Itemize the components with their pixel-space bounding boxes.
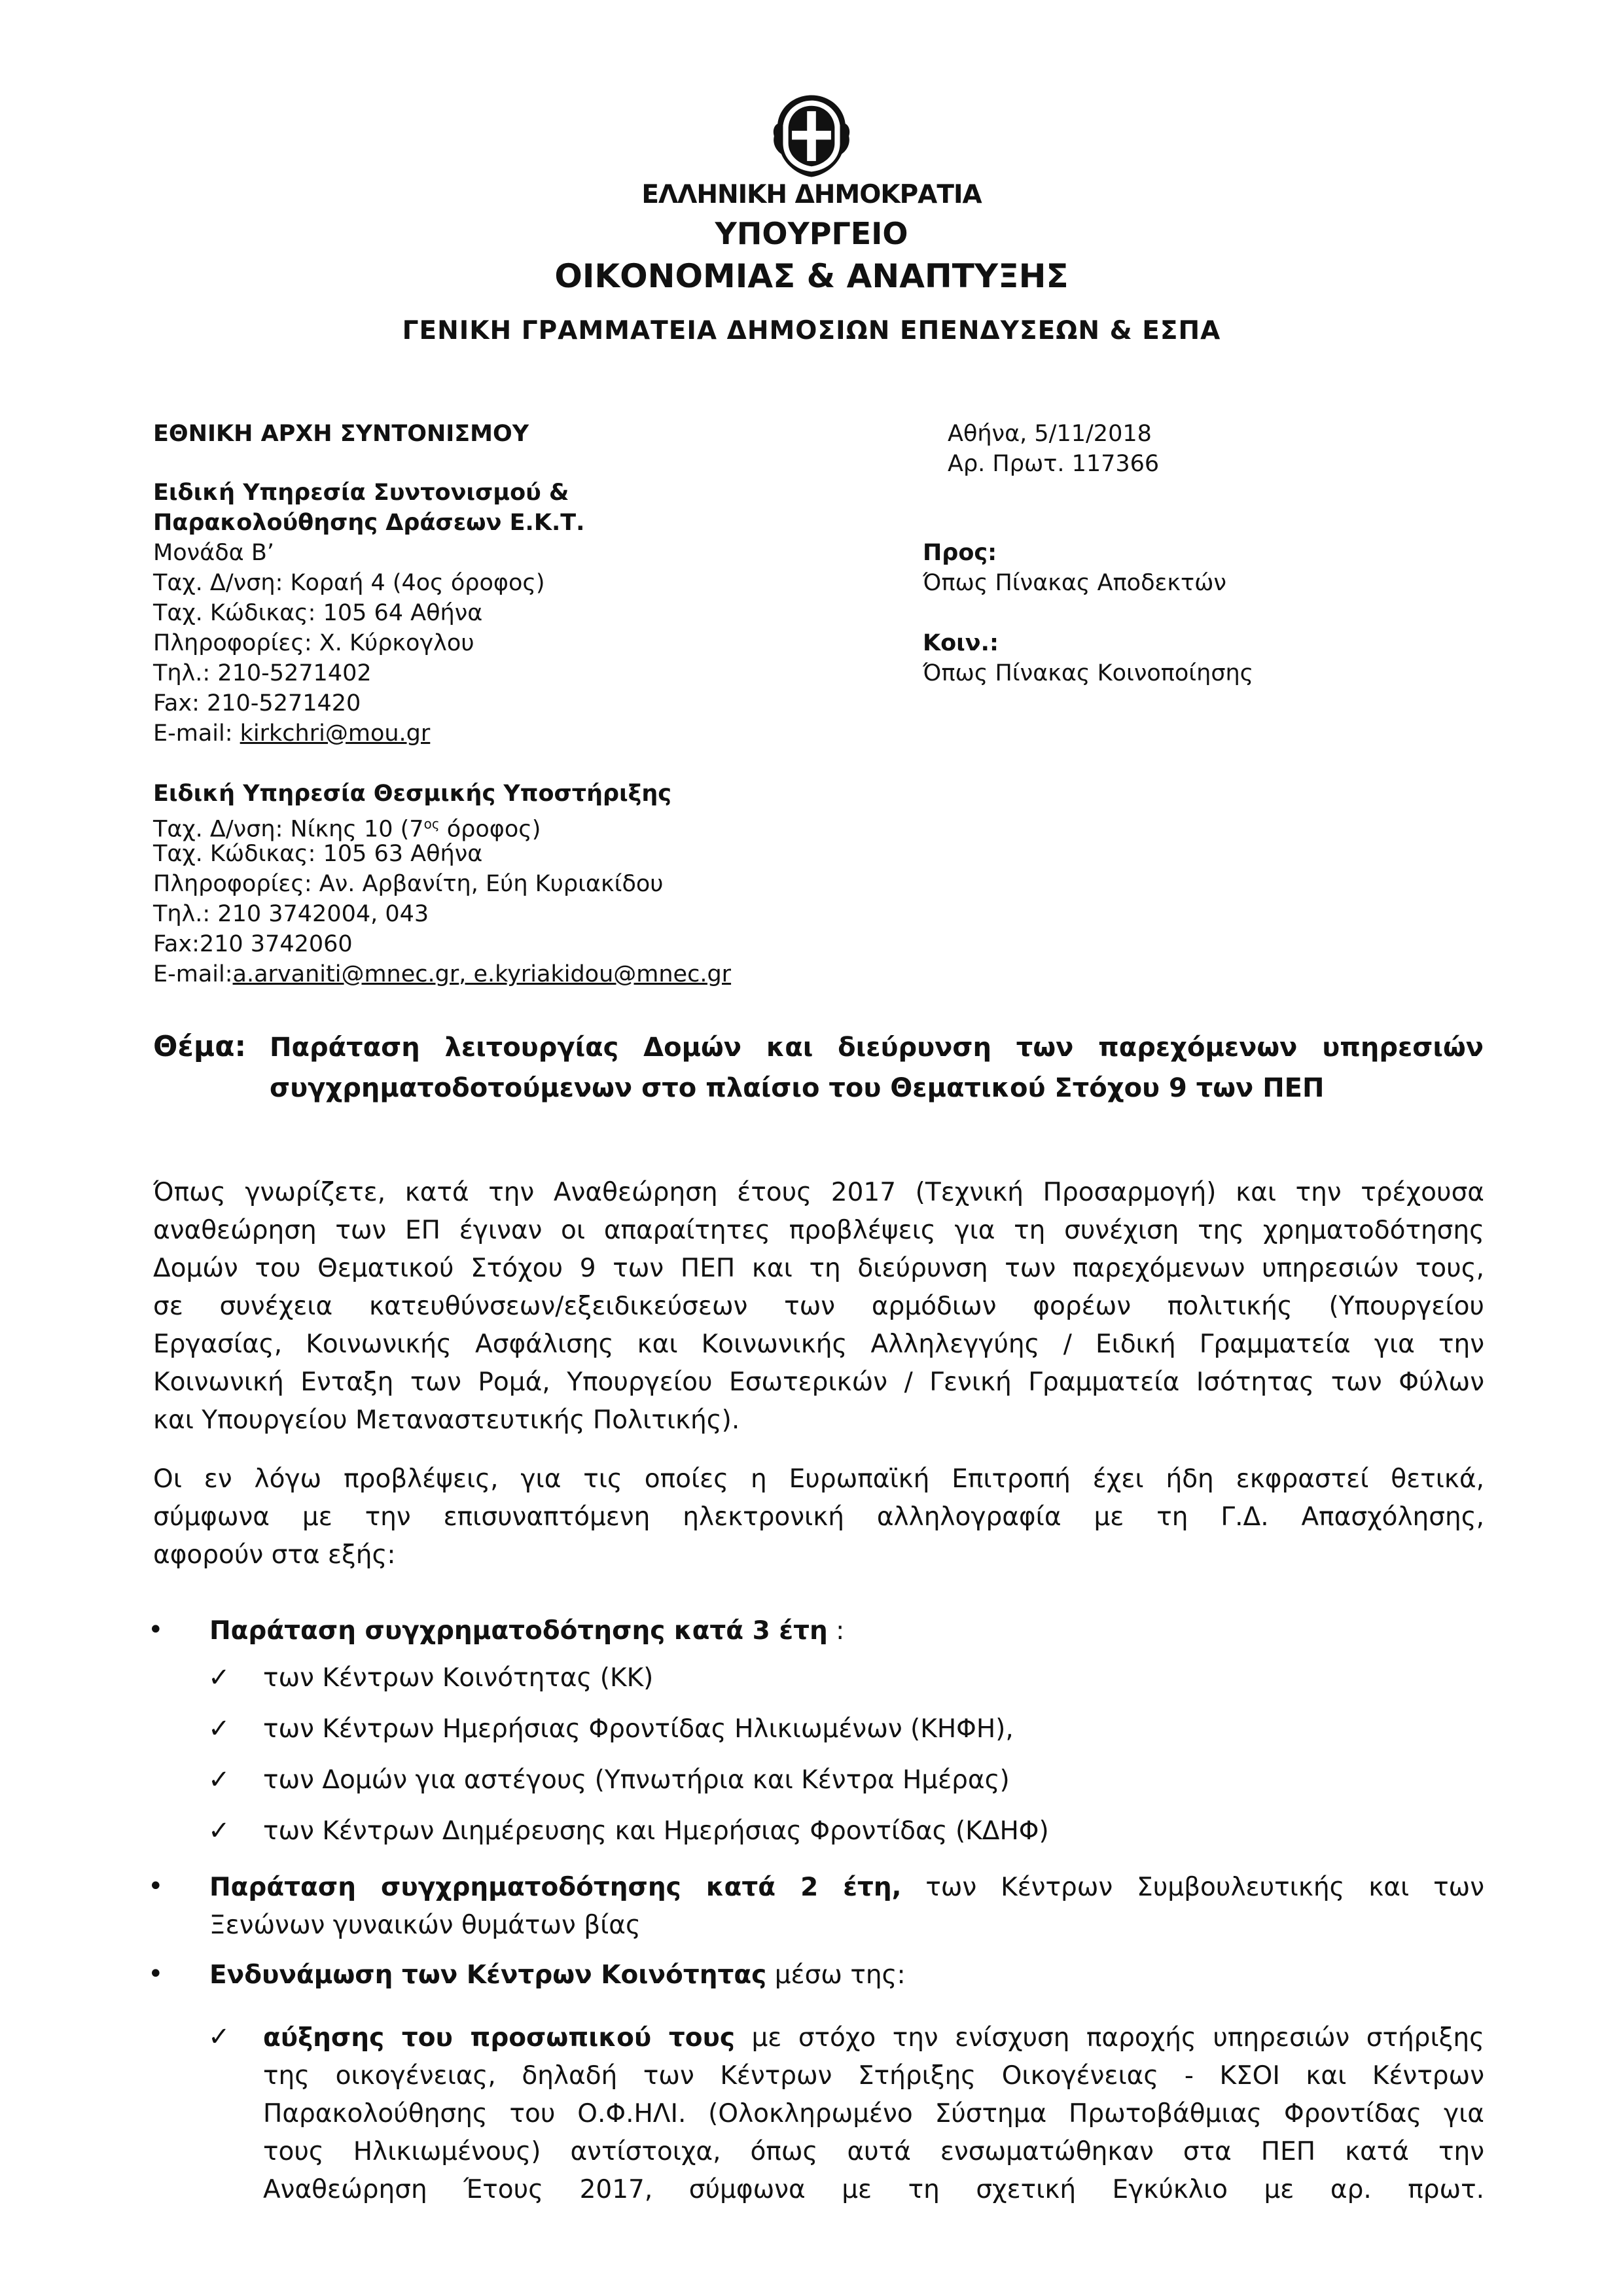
contact-persons-2: Πληροφορίες: Αν. Αρβανίτη, Εύη Κυριακίδου [153, 871, 664, 897]
bullet-strengthening: Ενδυνάμωση των Κέντρων Κοινότητας μέσω της: [209, 1960, 906, 1990]
postal-address-2: Ταχ. Δ/νση: Νίκης 10 ($7^{o\varsigma}$ όροφος) [153, 816, 541, 843]
fax-number: Fax: 210-5271420 [153, 690, 361, 716]
postal-address: Ταχ. Δ/νση: Κοραή 4 (4ος όροφος) [153, 570, 545, 596]
contact-person: Πληροφορίες: Χ. Κύρκογλου [153, 630, 474, 656]
cc-label: Κοιν.: [923, 630, 999, 656]
service-name-line1: Ειδική Υπηρεσία Συντονισμού & [153, 480, 569, 506]
email-link[interactable]: kirkchri@mou.gr [240, 720, 431, 747]
coat-of-arms-emblem [767, 92, 856, 181]
check-item-elderly-care: των Κέντρων Ημερήσιας Φροντίδας Ηλικιωμένων (ΚΗΦΗ), [263, 1714, 1014, 1744]
bullet-glyph: • [148, 1871, 164, 1901]
email-link-arvaniti[interactable]: a.arvaniti@mnec.gr [232, 961, 459, 987]
email-line [153, 718, 430, 749]
fax-number-2: Fax:210 3742060 [153, 931, 353, 957]
bullet-glyph: • [148, 1959, 164, 1989]
email-line-2: E-mail:a.arvaniti@mnec.gr, e.kyriakidou@mnec.gr [153, 961, 732, 987]
postal-code-2: Ταχ. Κώδικας: 105 63 Αθήνα [153, 841, 483, 867]
email-label: E-mail: [153, 720, 240, 747]
ministry-title-line1: ΥΠΟΥΡΓΕΙΟ [715, 216, 908, 251]
check-item-homeless: των Δομών για αστέγους (Υπνωτήρια και Κέντρα Ημέρας) [263, 1765, 1010, 1795]
bullet-extension-2-years: Παράταση συγχρηματοδότησης κατά 2 έτη, των Κέντρων Συμβουλευτικής και των Ξενώνων γυναικών θυμάτων βίας [209, 1873, 1484, 1940]
check-item-day-care: των Κέντρων Διημέρευσης και Ημερήσιας Φροντίδας (ΚΔΗΦ) [263, 1816, 1049, 1846]
subject-line2: συγχρηματοδοτούμενων στο πλαίσιο του Θεματικού Στόχου 9 των ΠΕΠ [270, 1073, 1325, 1103]
service2-name: Ειδική Υπηρεσία Θεσμικής Υποστήριξης [153, 781, 672, 807]
check-icon: ✓ [208, 1816, 230, 1846]
recipients-value: Όπως Πίνακας Αποδεκτών [923, 570, 1226, 596]
paragraph-intro: Όπως γνωρίζετε, κατά την Αναθεώρηση έτους 2017 (Τεχνική Προσαρμογή) και την τρέχουσα αναθεώρηση των ΕΠ έγιναν οι απαραίτητες προβλέψεις για τη συνέχιση της χρηματοδότησης Δομών του Θεματικού Στόχου 9 των ΠΕΠ και τη διεύρυνση των παρεχόμενων υπηρεσιών τους, σε συνέχεια κατευθύνσεων/εξειδικεύσεων των αρμόδιων φορέων πολιτικής (Υπουργείου Εργασίας, Κοινωνικής Ασφάλισης και Κοινωνικής Αλληλεγγύης / Ειδική Γραμματεία για την Κοινωνική Ενταξη των Ρομά, Υπουργείου Εσωτερικών / Γενική Γραμματεία Ισότητας των Φύλων και Υπουργείου Μεταναστευτικής Πολιτικής). [153, 1178, 1484, 1435]
check-icon: ✓ [208, 1663, 230, 1693]
bullet-extension-3-years: Παράταση συγχρηματοδότησης κατά 3 έτη : [209, 1616, 845, 1646]
check-icon: ✓ [208, 1714, 230, 1744]
protocol-number: Αρ. Πρωτ. 117366 [948, 451, 1160, 477]
check-item-staff-increase: αύξησης του προσωπικού τους με στόχο την ενίσχυση παροχής υπηρεσιών στήριξης της οικογένειας, δηλαδή των Κέντρων Στήριξης Οικογένειας - ΚΣΟΙ και Κέντρων Παρακολούθησης του Ο.Φ.ΗΛΙ. (Ολοκληρωμένο Σύστημα Πρωτοβάθμιας Φροντίδας για τους Ηλικιωμένους) αντίστοιχα, όπως αυτά ενσωματώθηκαν στα ΠΕΠ κατά την Αναθεώρηση Έτους 2017, σύμφωνα με τη σχετική Εγκύκλιο με αρ. πρωτ. [263, 2023, 1484, 2204]
postal-code: Ταχ. Κώδικας: 105 64 Αθήνα [153, 600, 483, 626]
check-item-community-centres: των Κέντρων Κοινότητας (ΚΚ) [263, 1663, 654, 1693]
ministry-title-line2: ΟΙΚΟΝΟΜΙΑΣ & ΑΝΑΠΤΥΞΗΣ [554, 257, 1069, 295]
phone-number-2: Τηλ.: 210 3742004, 043 [153, 901, 429, 927]
letter-date: Αθήνα, 5/11/2018 [948, 421, 1152, 447]
paragraph-provisions: Οι εν λόγω προβλέψεις, για τις οποίες η Ευρωπαϊκή Επιτροπή έχει ήδη εκφραστεί θετικά, σύμφωνα με την επισυναπτόμενη ηλεκτρονική αλληλογραφία με τη Γ.Δ. Απασχόλησης, αφορούν στα εξής: [153, 1464, 1484, 1570]
bullet-glyph: • [148, 1615, 164, 1645]
authority-name: ΕΘΝΙΚΗ ΑΡΧΗ ΣΥΝΤΟΝΙΣΜΟΥ [153, 421, 529, 447]
republic-title: ΕΛΛΗΝΙΚΗ ΔΗΜΟΚΡΑΤΙΑ [641, 180, 982, 209]
cc-value: Όπως Πίνακας Κοινοποίησης [923, 660, 1254, 686]
check-icon: ✓ [208, 2022, 230, 2052]
check-icon: ✓ [208, 1765, 230, 1795]
unit-name: Μονάδα Β’ [153, 540, 274, 566]
subject-line1: Παράταση λειτουργίας Δομών και διεύρυνση των παρεχόμενων υπηρεσιών [270, 1033, 1484, 1063]
email-link-kyriakidou[interactable]: e.kyriakidou@mnec.gr [473, 961, 732, 987]
phone-number: Τηλ.: 210-5271402 [153, 660, 372, 686]
secretariat-title: ΓΕΝΙΚΗ ΓΡΑΜΜΑΤΕΙΑ ΔΗΜΟΣΙΩΝ ΕΠΕΝΔΥΣΕΩΝ & ΕΣΠΑ [402, 316, 1221, 345]
recipients-label: Προς: [923, 540, 997, 566]
service-name-line2: Παρακολούθησης Δράσεων Ε.Κ.Τ. [153, 510, 585, 536]
subject-label: Θέμα: [153, 1030, 247, 1063]
